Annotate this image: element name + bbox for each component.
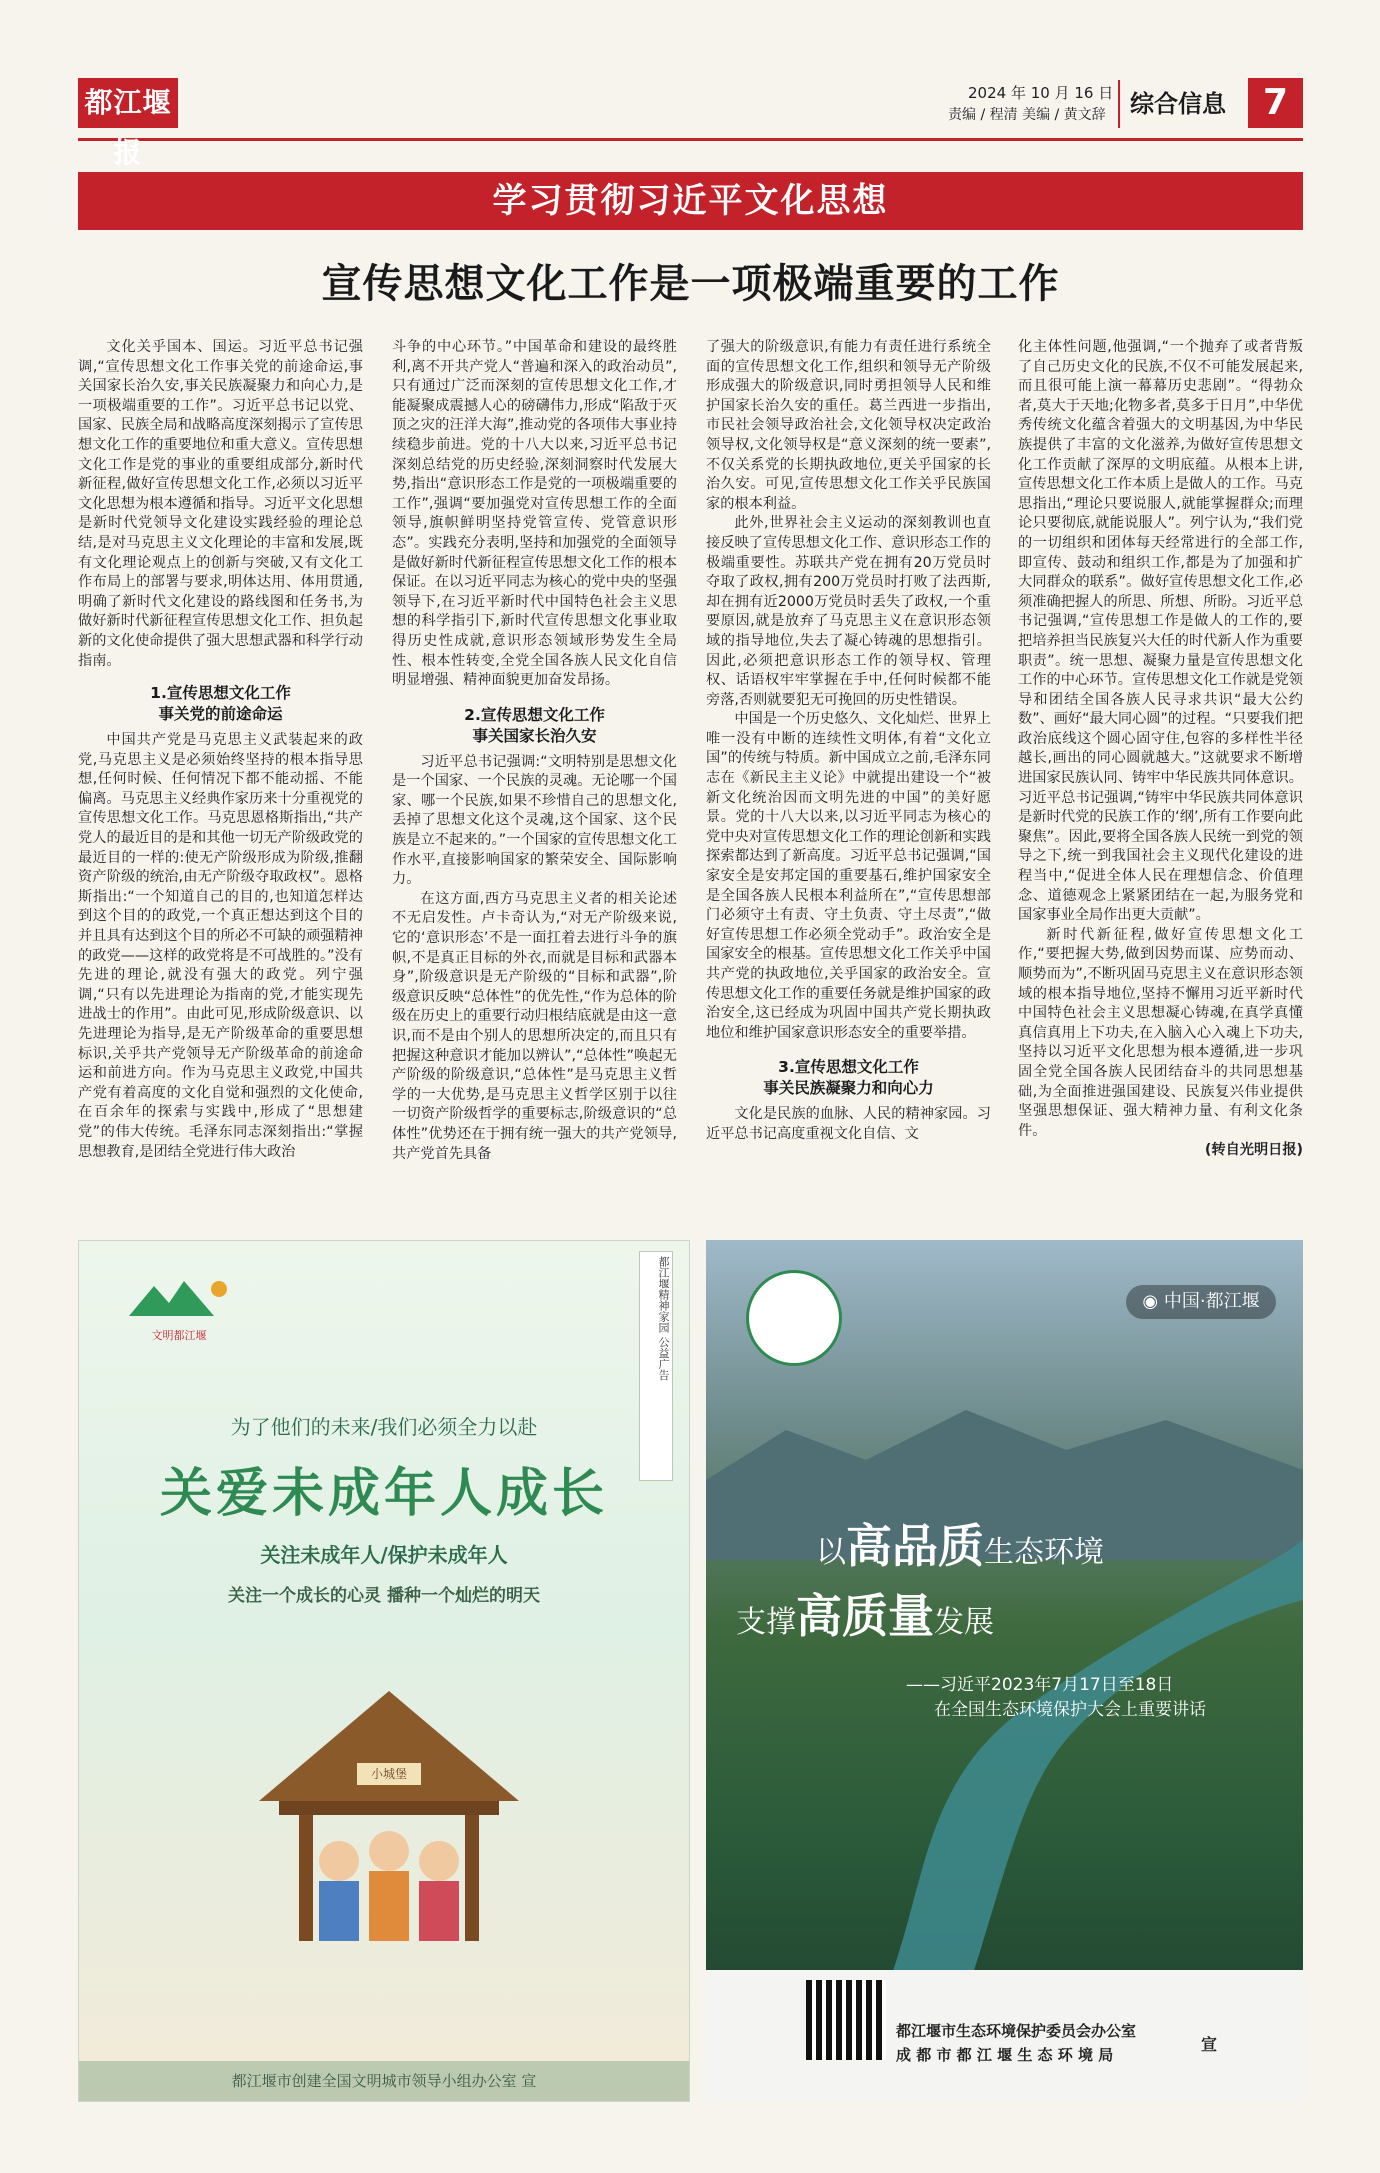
paragraph: 化主体性问题,他强调,“一个抛弃了或者背叛了自己历史文化的民族,不仅不可能发展起来,而且很可能上演一幕幕历史悲剧”。“得勃众者,莫大于天地;化物多者,莫多于日月”,中华优秀传统文化蕴含着强大的文明基因,为中华民族提供了丰富的文化滋养,为做好宣传思想文化工作贡献了深厚的文明底蕴。从根本上讲,宣传思想文化工作本质上是做人的工作。马克思指出,“理论只要说服人,就能掌握群众;而理论只要彻底,就能说服人”。列宁认为,“我们党的一切组织和团体每天经常进行的全部工作,即宣传、鼓动和组织工作,都是为了加强和扩大同群众的联系”。做好宣传思想文化工作,必须准确把握人的所思、所想、所盼。习近平总书记强调,“宣传思想工作是做人的工作的,要把培养担当民族复兴大任的时代新人作为重要职责”。统一思想、凝聚力量是宣传思想文化工作的中心环节。宣传思想文化工作就是党领导和团结全国各族人民寻求共识“最大公约数”、画好“最大同心圆”的过程。“只要我们把政治底线这个圆心固守住,包容的多样性半径越长,画出的同心圆就越大。”这就要求不断增进国家民族认同、铸牢中华民族共同体意识。习近平总书记强调,“铸牢中华民族共同体意识是新时代党的民族工作的‘纲’,所有工作要向此聚焦”。因此,要将全国各族人民统一到党的领导之下,统一到我国社会主义现代化建设的进程当中,“促进全体人民在理想信念、价值理念、道德观念上紧紧团结在一起,为服务党和国家事业全局作出更大贡献”。: [1018, 339, 1303, 924]
paragraph: 此外,世界社会主义运动的深刻教训也直接反映了宣传思想文化工作、意识形态工作的极端重要性。苏联共产党在拥有20万党员时夺取了政权,拥有200万党员时打败了法西斯,却在拥有近2000万党员时丢失了政权,一个重要原因,就是放弃了马克思主义在意识形态领域的指导地位,失去了凝心铸魂的思想指引。因此,必须把意识形态工作的领导权、管理权、话语权牢牢掌握在手中,任何时候都不能旁落,否则就要犯无可挽回的历史性错误。: [706, 515, 991, 708]
newspaper-logo[interactable]: 都江堰报: [78, 78, 178, 128]
ad-footer: 都江堰市创建全国文明城市领导小组办公室 宣: [79, 2061, 689, 2101]
paragraph: 在这方面,西方马克思主义者的相关论述不无启发性。卢卡奇认为,“对无产阶级来说,它的‘意识形态’不是一面扛着去进行斗争的旗帜,不是真正目标的外衣,而就是目标和武器本身”,阶级意识是无产阶级的“目标和武器”,阶级意识反映“总体性”的优先性,“作为总体的阶级在历史上的重要行动归根结底就是由这一意识,而不是由个别人的思想所决定的,而且只有把握这种意识才能加以辨认”,“总体性”唤起无产阶级的阶级意识,“总体性”是马克思主义哲学的一大优势,是马克思主义哲学区别于以往一切资产阶级哲学的重要标志,阶级意识的“总体性”优势还在于拥有统一强大的共产党领导,共产党首先具备: [392, 890, 677, 1162]
ad-slogan: 关注未成年人/保护未成年人: [260, 1543, 508, 1567]
article-column-2: [392, 338, 677, 1228]
ad-subtitle: 为了他们的未来/我们必须全力以赴: [230, 1415, 538, 1439]
subheading-line: 事关民族凝聚力和向心力: [763, 1079, 934, 1098]
subheading-line: 事关党的前途命运: [158, 705, 283, 724]
family-gate-illustration-icon: [239, 1671, 539, 1941]
headline-emphasis: 高质量: [796, 1589, 934, 1643]
masthead: [78, 78, 1303, 169]
editor-credits: 责编 / 程清 美编 / 黄文辞: [948, 107, 1106, 123]
ad-slogan-2: 关注一个成长的心灵 播种一个灿烂的明天: [228, 1586, 540, 1606]
public-service-ad-minors[interactable]: [78, 1240, 690, 2102]
subheading-2: [392, 705, 677, 747]
subheading-line: 1.宣传思想文化工作: [150, 684, 291, 703]
quote-source-2: 在全国生态环境保护大会上重要讲话: [934, 1700, 1206, 1720]
paragraph: 新时代新征程,做好宣传思想文化工作,“要把握大势,做到因势而谋、应势而动、顺势而为”,不断巩固马克思主义在意识形态领域的根本指导地位,坚持不懈用习近平新时代中国特色社会主义思想凝心铸魂,在真学真懂真信真用上下功夫,在入脑入心入魂上下功夫,坚持以习近平文化思想为根本遵循,进一步巩固全党全国各族人民团结奋斗的共同思想基础,为全面推进强国建设、民族复兴伟业提供坚强思想保证、强大精神力量、有利文化条件。: [1018, 926, 1303, 1139]
headline-part: 以: [816, 1535, 846, 1570]
location-pin-icon: ◉: [1142, 1291, 1159, 1312]
section-name: 综合信息: [1118, 80, 1260, 128]
subheading-line: 2.宣传思想文化工作: [464, 705, 605, 724]
headline-emphasis: 高品质: [846, 1519, 984, 1573]
article-column-1: [78, 338, 363, 1228]
headline-part: 发展: [934, 1605, 994, 1640]
paragraph: 文化关乎国本、国运。习近平总书记强调,“宣传思想文化工作事关党的前途命运,事关国家长治久安,事关民族凝聚力和向心力,是一项极端重要的工作”。习近平总书记以党、国家、民族全局和战略高度深刻揭示了宣传思想文化工作的重要地位和重大意义。宣传思想文化工作是党的事业的重要组成部分,新时代新征程,做好宣传思想文化工作,必须以习近平文化思想为根本遵循和指导。习近平文化思想是新时代党领导文化建设实践经验的理论总结,是对马克思主义文化理论的丰富和发展,既有文化理论观点上的创新与突破,又有文化工作布局上的部署与要求,明体达用、体用贯通,明确了新时代文化建设的路线图和任务书,为做好新时代新征程宣传思想文化工作、担负起新的文化使命提供了强大思想武器和科学行动指南。: [78, 339, 363, 669]
paragraph: 中国是一个历史悠久、文化灿烂、世界上唯一没有中断的连续性文明体,有着“文化立国”的传统与特质。新中国成立之前,毛泽东同志在《新民主主义论》中就提出建设一个“被新文化统治因而文明先进的中国”的美好愿景。党的十八大以来,以习近平同志为核心的党中央对宣传思想文化工作的理论创新和实践探索都达到了新高度。习近平总书记强调,“国家安全是安邦定国的重要基石,维护国家安全是全国各族人民根本利益所在”,“宣传思想部门必须守土有责、守土负责、守土尽责”,“做好宣传思想工作必须全党动手”。政治安全是国家安全的根基。宣传思想文化工作关乎中国共产党的执政地位,关乎国家的政治安全。宣传思想文化工作的重要任务就是维护国家的政治安全,这已经成为巩固中国共产党长期执政地位和维护国家意识形态安全的重要举措。: [706, 711, 991, 1041]
ad-footer-panel: [706, 1970, 1303, 2100]
banner-title: 学习贯彻习近平文化思想: [492, 181, 889, 221]
paragraph: 习近平总书记强调:“文明特别是思想文化是一个国家、一个民族的灵魂。无论哪一个国家、哪一个民族,如果不珍惜自己的思想文化,丢掉了思想文化这个灵魂,这个国家、这个民族是立不起来的。”一个国家的宣传思想文化工作水平,直接影响国家的繁荣安全、国际影响力。: [392, 753, 677, 888]
ad-illustration: [239, 1671, 539, 1941]
headline-part: 支撑: [736, 1605, 796, 1640]
quote-source-1: ——习近平2023年7月17日至18日: [906, 1675, 1174, 1695]
mountain-logo-icon: [119, 1271, 239, 1331]
ecology-logo-icon: [746, 1270, 842, 1366]
org-1: 都江堰市生态环境保护委员会办公室: [896, 2022, 1137, 2040]
paragraph: 斗争的中心环节。”中国革命和建设的最终胜利,离不开共产党人“普遍和深入的政治动员”,只有通过广泛而深刻的宣传思想文化工作,才能凝聚成震撼人心的磅礴伟力,形成“陷敌于灭顶之灾的汪洋大海”,推动党的各项伟大事业持续稳步前进。党的十八大以来,习近平总书记深刻总结党的历史经验,深刻洞察时代发展大势,指出“意识形态工作是党的一项极端重要的工作”,强调“要加强党对宣传思想工作的全面领导,旗帜鲜明坚持党管宣传、党管意识形态”。实践充分表明,坚持和加强党的全面领导是做好新时代新征程宣传思想文化工作的根本保证。在以习近平同志为核心的党中央的坚强领导下,在习近平新时代中国特色社会主义思想的科学指引下,新时代宣传思想文化事业取得历史性成就,意识形态领域形势发生全局性、根本性转变,全党全国各族人民文化自信明显增强、精神面貌更加奋发昂扬。: [392, 339, 677, 689]
ad-headline-1: [816, 1510, 1296, 1576]
subheading-line: 3.宣传思想文化工作: [778, 1058, 919, 1077]
paragraph: 文化是民族的血脉、人民的精神家园。习近平总书记高度重视文化自信、文: [706, 1106, 991, 1142]
page-number: 7: [1248, 78, 1303, 128]
paragraph: 中国共产党是马克思主义武装起来的政党,马克思主义是必须始终坚持的根本指导思想,任何时候、任何情况下都不能动摇、不能偏离。马克思主义经典作家历来十分重视党的宣传思想文化工作。马克思恩格斯指出,“共产党人的最近目的是和其他一切无产阶级政党的最近目的一样的:使无产阶级形成为阶级,推翻资产阶级的统治,由无产阶级夺取政权”。恩格斯指出:“一个知道自己的目的,也知道怎样达到这个目的的政党,一个真正想达到这个目的并且具有达到这个目的所必不可缺的顽强精神的政党——这样的政党将是不可战胜的。”没有先进的理论,就没有强大的政党。列宁强调,“只有以先进理论为指南的党,才能实现先进战士的作用”。由此可见,形成阶级意识、以先进理论为指导,是无产阶级革命的重要思想标识,关乎共产党领导无产阶级革命的前途命运和前进方向。作为马克思主义政党,中国共产党有着高度的文化自觉和强烈的文化使命,在百余年的探索与实践中,形成了“思想建党”的伟大传统。毛泽东同志深刻指出:“掌握思想教育,是团结全党进行伟大政治: [78, 732, 363, 1160]
subheading-1: [78, 683, 363, 725]
subheading-line: 事关国家长治久安: [472, 726, 597, 745]
ad-side-note: 都江堰精神家园 公益广告: [639, 1251, 673, 1481]
gate-sign: 小城堡: [357, 1763, 421, 1785]
topic-banner: [78, 172, 1303, 230]
ad-title: 关爱未成年人成长: [159, 1463, 608, 1524]
article-title: 宣传思想文化工作是一项极端重要的工作: [321, 260, 1060, 307]
logo-text: 文明都江堰: [151, 1329, 207, 1342]
civilization-logo: [119, 1271, 239, 1342]
article-column-3: [706, 338, 991, 1228]
location-tag-text: 中国·都江堰: [1163, 1291, 1260, 1312]
xuan-mark: 宣: [1201, 2035, 1218, 2054]
ecology-ad[interactable]: [706, 1240, 1303, 2100]
article-column-4: [1018, 338, 1303, 1228]
org-2: 成 都 市 都 江 堰 生 态 环 境 局: [896, 2046, 1114, 2064]
location-tag: [1126, 1285, 1276, 1319]
ad-headline-2: [736, 1580, 1216, 1646]
subheading-3: [706, 1057, 991, 1099]
paragraph: 了强大的阶级意识,有能力有责任进行系统全面的宣传思想文化工作,组织和领导无产阶级形成强大的阶级意识,同时勇担领导人民和维护国家长治久安的重任。葛兰西进一步指出,市民社会领导政治社会,文化领导权决定政治领导权,文化领导权是“意义深刻的统一要素”,不仅关系党的长期执政地位,更关乎国家的长治久安。可见,宣传思想文化工作关乎民族国家的根本利益。: [706, 339, 991, 512]
headline-part: 生态环境: [984, 1535, 1104, 1570]
issue-date: 2024 年 10 月 16 日: [968, 84, 1114, 102]
qr-code-icon[interactable]: [806, 1980, 886, 2060]
article-source: (转自光明日报): [1204, 1142, 1303, 1159]
